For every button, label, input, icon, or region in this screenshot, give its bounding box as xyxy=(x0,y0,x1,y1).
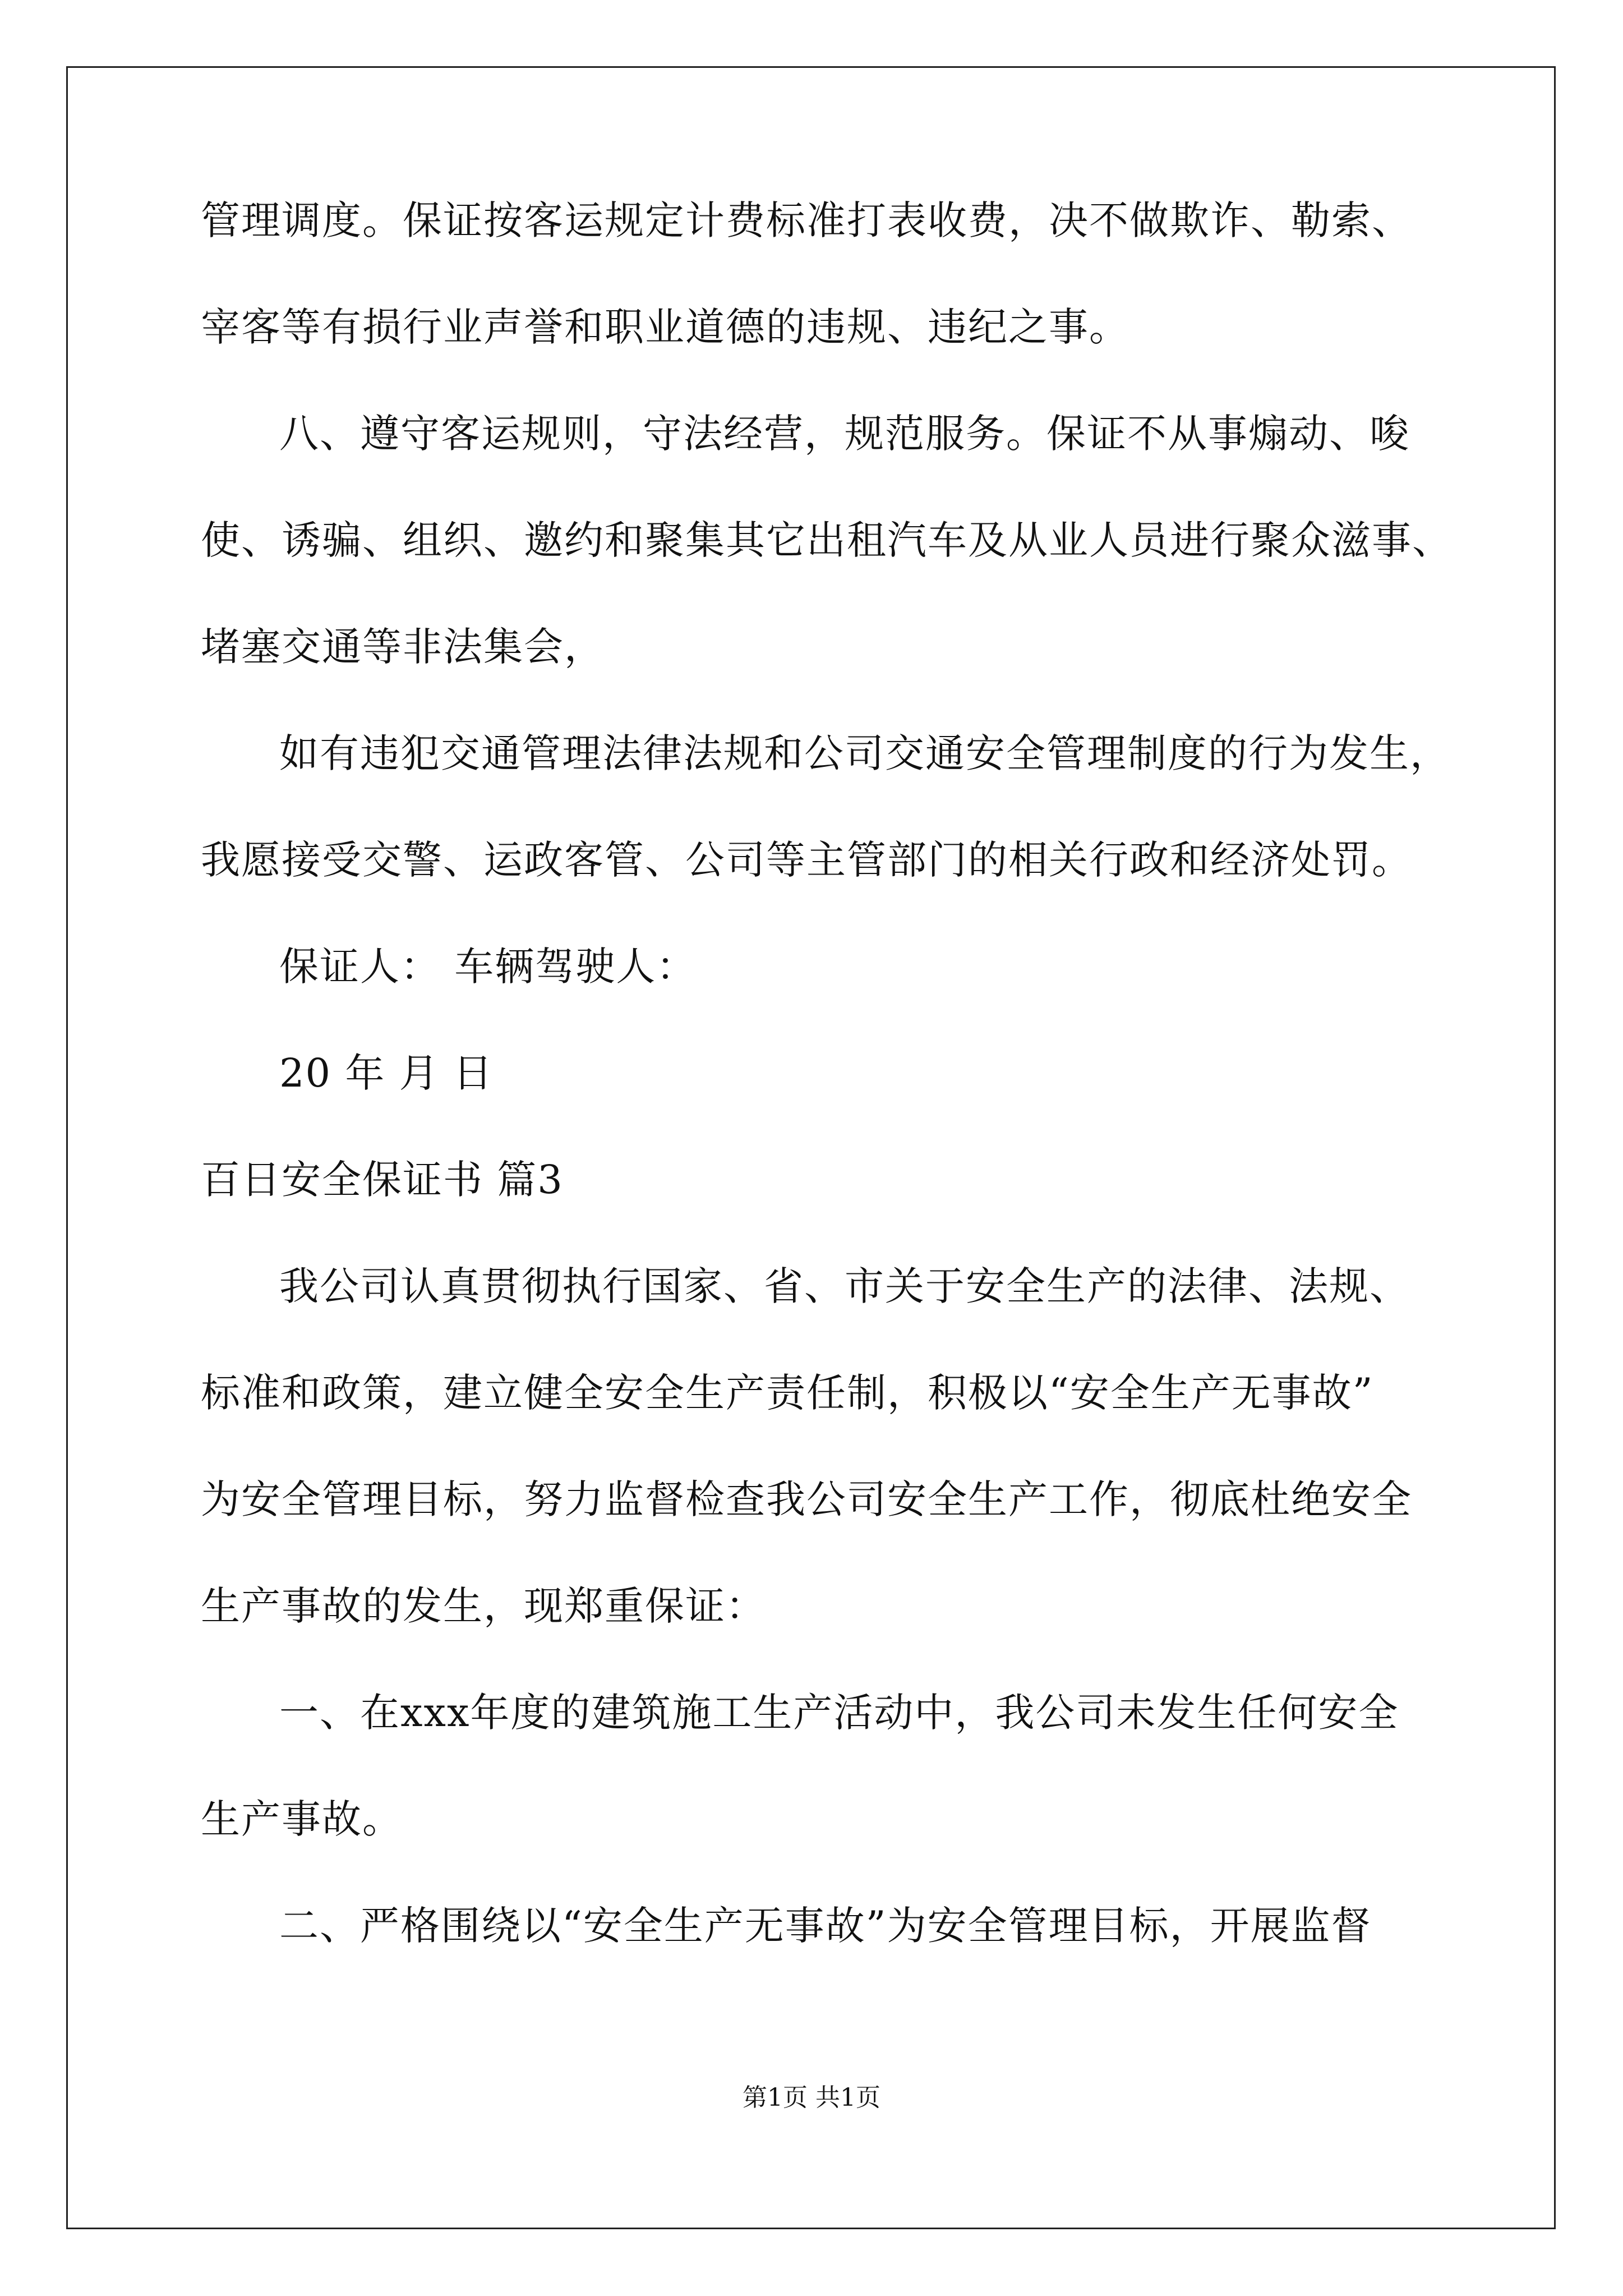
text-line: 为安全管理目标，努力监督检查我公司安全生产工作，彻底杜绝安全 xyxy=(201,1476,1412,1522)
text-line: 如有违犯交通管理法律法规和公司交通安全管理制度的行为发生， xyxy=(279,730,1450,776)
text-line: 宰客等有损行业声誉和职业道德的违规、违纪之事。 xyxy=(201,304,1129,350)
text-line: 标准和政策，建立健全安全生产责任制，积极以“安全生产无事故” xyxy=(201,1370,1374,1416)
text-line: 一、在xxx年度的建筑施工生产活动中，我公司未发生任何安全 xyxy=(279,1690,1399,1736)
date-line: 20 年 月 日 xyxy=(279,1050,494,1096)
text-line: 堵塞交通等非法集会， xyxy=(201,624,605,670)
page-number-footer: 第1页 共1页 xyxy=(743,2083,880,2112)
section-heading: 百日安全保证书 篇3 xyxy=(201,1157,564,1203)
signature-line: 保证人： 车辆驾驶人： xyxy=(279,944,697,990)
text-line: 我愿接受交警、运政客管、公司等主管部门的相关行政和经济处罚。 xyxy=(201,837,1412,883)
text-line: 二、严格围绕以“安全生产无事故”为安全管理目标，开展监督 xyxy=(279,1903,1372,1949)
text-line: 管理调度。保证按客运规定计费标准打表收费，决不做欺诈、勒索、 xyxy=(201,197,1412,243)
text-line: 使、诱骗、组织、邀约和聚集其它出租汽车及从业人员进行聚众滋事、 xyxy=(201,517,1453,563)
text-line: 生产事故的发生，现郑重保证： xyxy=(201,1583,766,1629)
text-line: 生产事故。 xyxy=(201,1796,403,1842)
text-line: 八、遵守客运规则，守法经营，规范服务。保证不从事煽动、唆 xyxy=(279,411,1410,457)
text-line: 我公司认真贯彻执行国家、省、市关于安全生产的法律、法规、 xyxy=(279,1263,1410,1309)
